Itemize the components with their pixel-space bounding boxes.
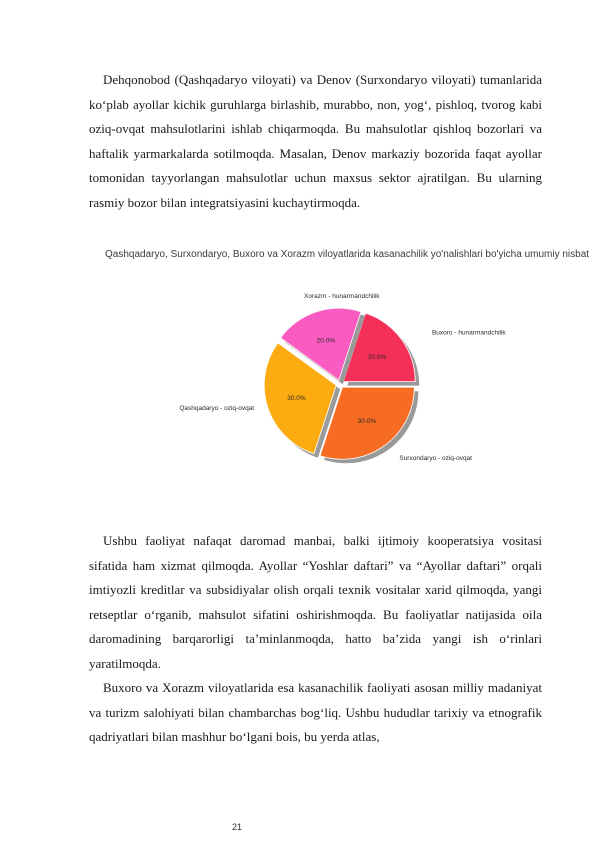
pie-slice-label-3: Qashqadaryo - oziq-ovqat — [179, 404, 255, 412]
page-number: 21 — [232, 822, 243, 832]
paragraph-3: Buxoro va Xorazm viloyatlarida esa kasanachilik faoliyati asosan milliy madaniyat va turizm salohiyati bilan chambarchas bog‘liq. Ushbu hududlar tarixiy va etnografik qadriyatlari bilan mashhur bo‘lgani bois, bu yerda atlas, — [89, 680, 542, 744]
pie-pct-label-3: 30.0% — [287, 395, 306, 403]
paragraph-1: Dehqonobod (Qashqadaryo viloyati) va Denov (Surxondaryo viloyati) tumanlarida ko‘plab ayollar kichik guruhlarga birlashib, murabbo, non, yog‘, pishloq, tvorog kabi oziq-ovqat mahsulotlarini ishlab chiqarmoqda. Bu mahsulotlar qishloq bozorlari va haftalik yarmarkalarda sotilmoqda. Masalan, Denov markaziy bozorida faqat ayollar tomonidan tayyorlangan mahsulotlar uchun maxsus sektor ajratilgan. Bu ularning rasmiy bozor bilan integratsiyasini kuchaytirmoqda. — [89, 72, 542, 210]
pie-pct-label-2: 30.0% — [357, 418, 377, 426]
chart-title: Qashqadaryo, Surxondaryo, Buxoro va Xorazm viloyatlarida kasanachilik yo'nalishlari bo'yicha umumiy nisbat — [105, 249, 590, 260]
pie-pct-label-4: 20.0% — [316, 337, 336, 345]
pie-slices — [179, 293, 506, 463]
paragraph-2: Ushbu faoliyat nafaqat daromad manbai, balki ijtimoiy kooperatsiya vositasi sifatida ham xizmat qilmoqda. Ayollar “Yoshlar daftari” va “Ayollar daftari” orqali imtiyozli kreditlar va subsidiyalar olish orqali texnik vositalar xarid qilmoqda, yangi retseptlar o‘rganib, mahsulot sifatini oshirishmoqda. Bu faoliyatlar natijasida oila daromadining barqarorligi ta’minlanmoqda, hatto ba’zida yangi ish o‘rinlari yaratilmoqda. — [89, 533, 542, 671]
pie-pct-label-1: 20.0% — [367, 354, 387, 362]
pie-chart — [95, 236, 595, 521]
pie-slice-label-2: Surxondaryo - oziq-ovqat — [399, 454, 472, 462]
pie-slice-label-4: Xorazm - hunarmandchilik — [304, 293, 380, 301]
pie-slice-label-1: Buxoro - hunarmandchilik — [431, 329, 506, 337]
